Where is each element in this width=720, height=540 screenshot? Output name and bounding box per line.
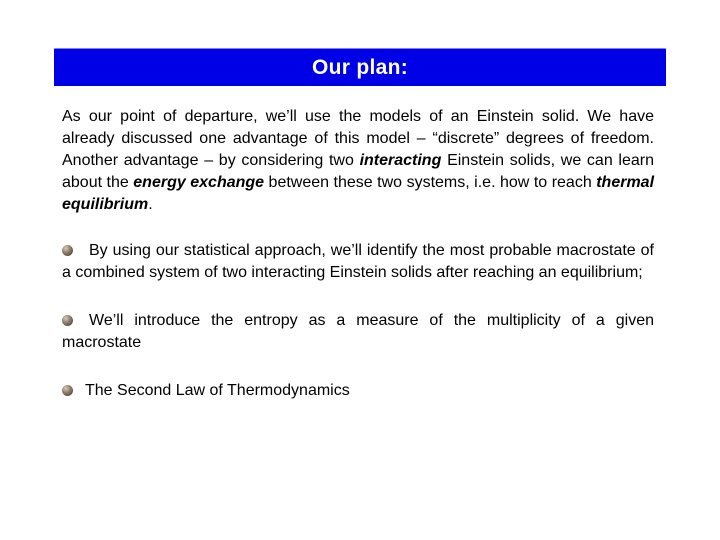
emphasis-interacting: interacting: [359, 152, 442, 169]
slide-title: Our plan:: [311, 55, 409, 79]
bullet-text-2: We’ll introduce the entropy as a measure of the multiplicity of a given macrostate: [62, 312, 654, 351]
intro-text-4: .: [148, 196, 153, 213]
slide-content: [62, 106, 654, 402]
bullet-item-3: [62, 380, 654, 402]
bullet-text-1: By using our statistical approach, we’ll identify the most probable macrostate of a combined system of two interacting Einstein solids after reaching an equilibrium;: [62, 242, 654, 281]
title-bar: [54, 48, 666, 86]
bullet-sphere-icon: [62, 245, 73, 256]
intro-text-3: between these two systems, i.e. how to reach: [264, 174, 597, 191]
intro-text-1: As our point of departure, we’ll use the models of an Einstein solid. We have already discussed one advantage of this model – “discrete” degrees of freedom. Another advantage – by considering two: [62, 108, 654, 169]
emphasis-thermal-equilibrium: thermal equilibrium: [62, 174, 655, 213]
intro-text-2: Einstein solids, we can learn about the: [62, 152, 655, 191]
intro-paragraph: [62, 106, 654, 216]
bullet-item-2: [62, 310, 654, 354]
bullet-sphere-icon: [62, 315, 73, 326]
bullet-text-3: The Second Law of Thermodynamics: [85, 382, 350, 399]
emphasis-energy-exchange: energy exchange: [133, 174, 265, 191]
bullet-item-1: [62, 240, 654, 284]
bullet-sphere-icon: [62, 385, 73, 396]
